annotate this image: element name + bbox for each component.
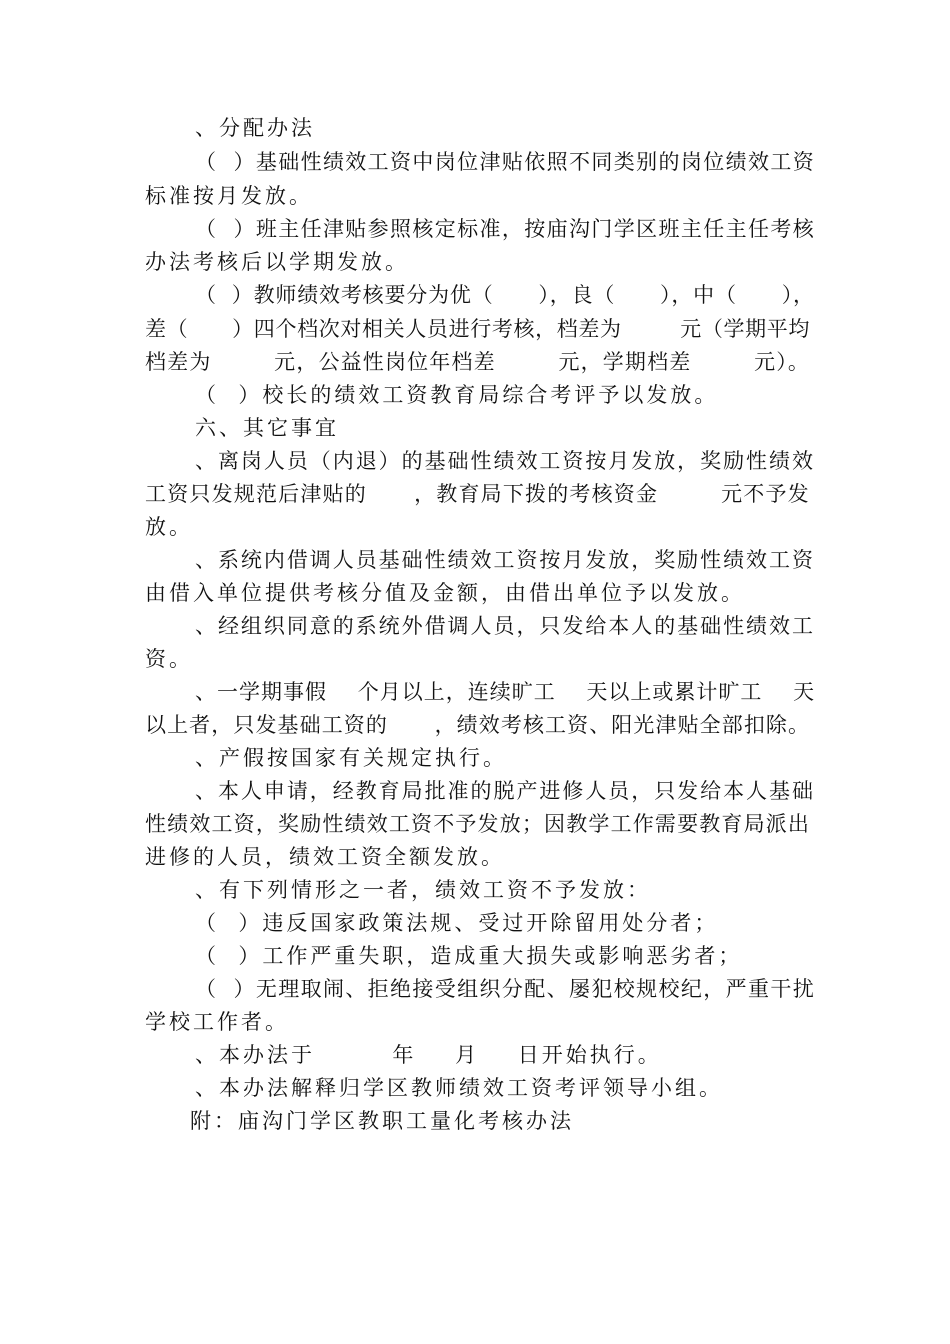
appendix-line: 附：庙沟门学区教职工量化考核办法 xyxy=(190,1109,574,1133)
text-line-16: 、经组织同意的系统外借调人员，只发给本人的基础性绩效工 xyxy=(195,614,815,638)
text-line-22: 性绩效工资，奖励性绩效工资不予发放；因教学工作需要教育局派出 xyxy=(145,812,811,836)
text-line-29: 、本办法于 年 月 日开始执行。 xyxy=(195,1043,662,1067)
text-line-17: 资。 xyxy=(145,647,193,671)
text-line-14: 、系统内借调人员基础性绩效工资按月发放，奖励性绩效工资 xyxy=(195,548,815,572)
text-line-27: （ ）无理取闹、拒绝接受组织分配、屡犯校规校纪，严重干扰 xyxy=(195,977,816,1001)
text-line-03: 标准按月发放。 xyxy=(145,184,313,208)
text-line-23: 进修的人员，绩效工资全额发放。 xyxy=(145,845,505,869)
text-line-28: 学校工作者。 xyxy=(145,1010,289,1034)
text-line-12: 工资只发规范后津贴的 ，教育局下拨的考核资金 元不予发 xyxy=(145,482,810,506)
text-line-13: 放。 xyxy=(145,515,193,539)
text-line-24: 、有下列情形之一者，绩效工资不予发放： xyxy=(195,878,651,902)
text-line-02: （ ）基础性绩效工资中岗位津贴依照不同类别的岗位绩效工资 xyxy=(195,150,816,174)
text-line-06: （ ）教师绩效考核要分为优（ ），良（ ），中（ ）， xyxy=(195,283,815,307)
text-line-07: 差（ ）四个档次对相关人员进行考核，档差为 元（学期平均 xyxy=(145,317,811,341)
text-line-11: 、离岗人员（内退）的基础性绩效工资按月发放，奖励性绩效 xyxy=(195,449,815,473)
text-line-08: 档差为 元，公益性岗位年档差 元，学期档差 元）。 xyxy=(145,350,811,374)
text-line-21: 、本人申请，经教育局批准的脱产进修人员，只发给本人基础 xyxy=(195,779,815,803)
section-heading: 六、其它事宜 xyxy=(195,416,339,440)
text-line-18: 、一学期事假 个月以上，连续旷工 天以上或累计旷工 天 xyxy=(195,680,816,704)
text-line-25: （ ）违反国家政策法规、受过开除留用处分者； xyxy=(195,911,719,935)
text-line-04: （ ）班主任津贴参照核定标准，按庙沟门学区班主任主任考核 xyxy=(195,217,816,241)
text-line-05: 办法考核后以学期发放。 xyxy=(145,250,409,274)
text-line-01: 、分配办法 xyxy=(195,116,315,140)
text-line-26: （ ）工作严重失职，造成重大损失或影响恶劣者； xyxy=(195,944,743,968)
text-line-20: 、产假按国家有关规定执行。 xyxy=(195,746,507,770)
text-line-15: 由借入单位提供考核分值及金额，由借出单位予以发放。 xyxy=(145,581,745,605)
text-line-19: 以上者，只发基础工资的 ，绩效考核工资、阳光津贴全部扣除。 xyxy=(145,713,811,737)
text-line-09: （ ）校长的绩效工资教育局综合考评予以发放。 xyxy=(195,383,719,407)
text-line-30: 、本办法解释归学区教师绩效工资考评领导小组。 xyxy=(195,1076,723,1100)
